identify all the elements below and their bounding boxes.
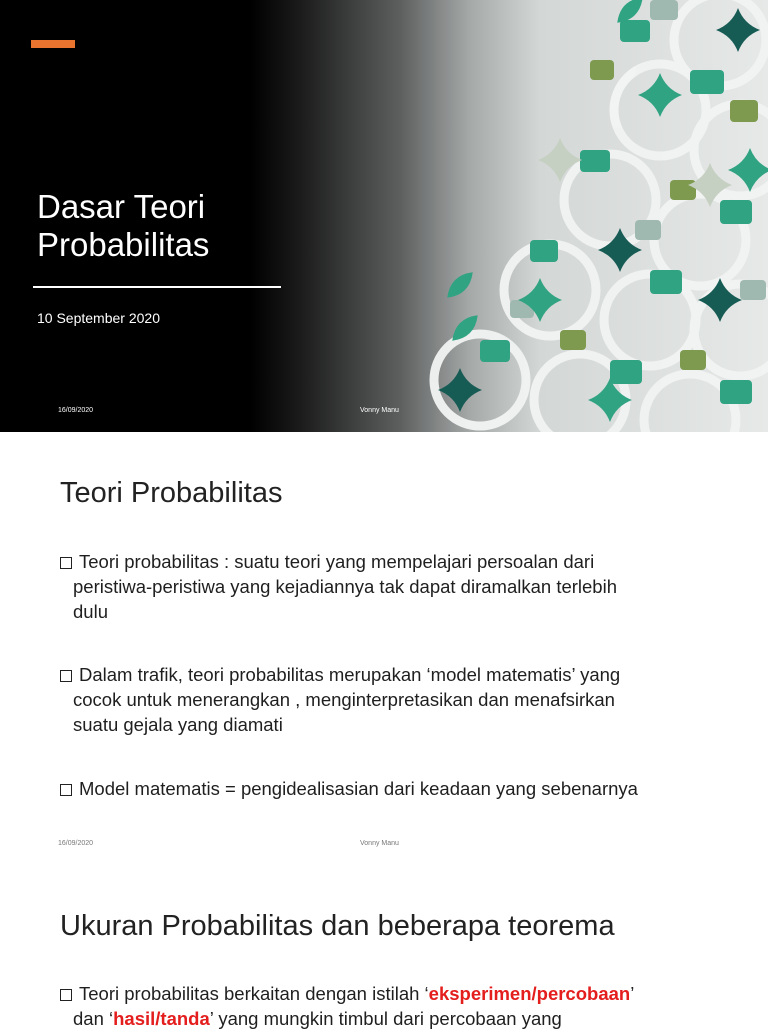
footer-author: Vonny Manu [360,840,399,847]
slide-title [37,188,209,264]
footer-date: 16/09/2020 [58,840,94,847]
highlight-term: hasil/tanda [113,1008,210,1029]
title-line-2: Probabilitas [37,226,210,263]
title-line-1: Dasar Teori [37,188,206,225]
footer-date: 16/09/2020 [58,407,94,414]
highlight-term: eksperimen/percobaan [428,983,631,1004]
bullet-item: Teori probabilitas berkaitan dengan istilah ‘eksperimen/percobaan’ dan ‘hasil/tanda’ yang mungkin timbul dari percobaan yang [60,981,720,1031]
footer-author: Vonny Manu [360,407,399,414]
bullet-item: Teori probabilitas : suatu teori yang mempelajari persoalan dari peristiwa-peristiwa yang kejadiannya tak dapat diramalkan terlebih dulu [60,549,720,624]
checkbox-bullet-icon [60,670,72,682]
slide-date: 10 September 2020 [37,310,160,326]
slide-heading: Ukuran Probabilitas dan beberapa teorema [60,910,615,942]
checkbox-bullet-icon [60,557,72,569]
checkbox-bullet-icon [60,784,72,796]
bullet-item: Model matematis = pengidealisasian dari keadaan yang sebenarnya [60,776,720,801]
title-divider [33,286,281,288]
checkbox-bullet-icon [60,989,72,1001]
accent-bar [31,40,75,48]
title-slide [0,0,768,432]
decorative-pattern-image [420,0,768,432]
bullet-item: Dalam trafik, teori probabilitas merupakan ‘model matematis’ yang cocok untuk menerangkan , menginterpretasikan dan menafsirkan suatu gejala yang diamati [60,662,720,737]
slide-heading: Teori Probabilitas [60,477,283,509]
